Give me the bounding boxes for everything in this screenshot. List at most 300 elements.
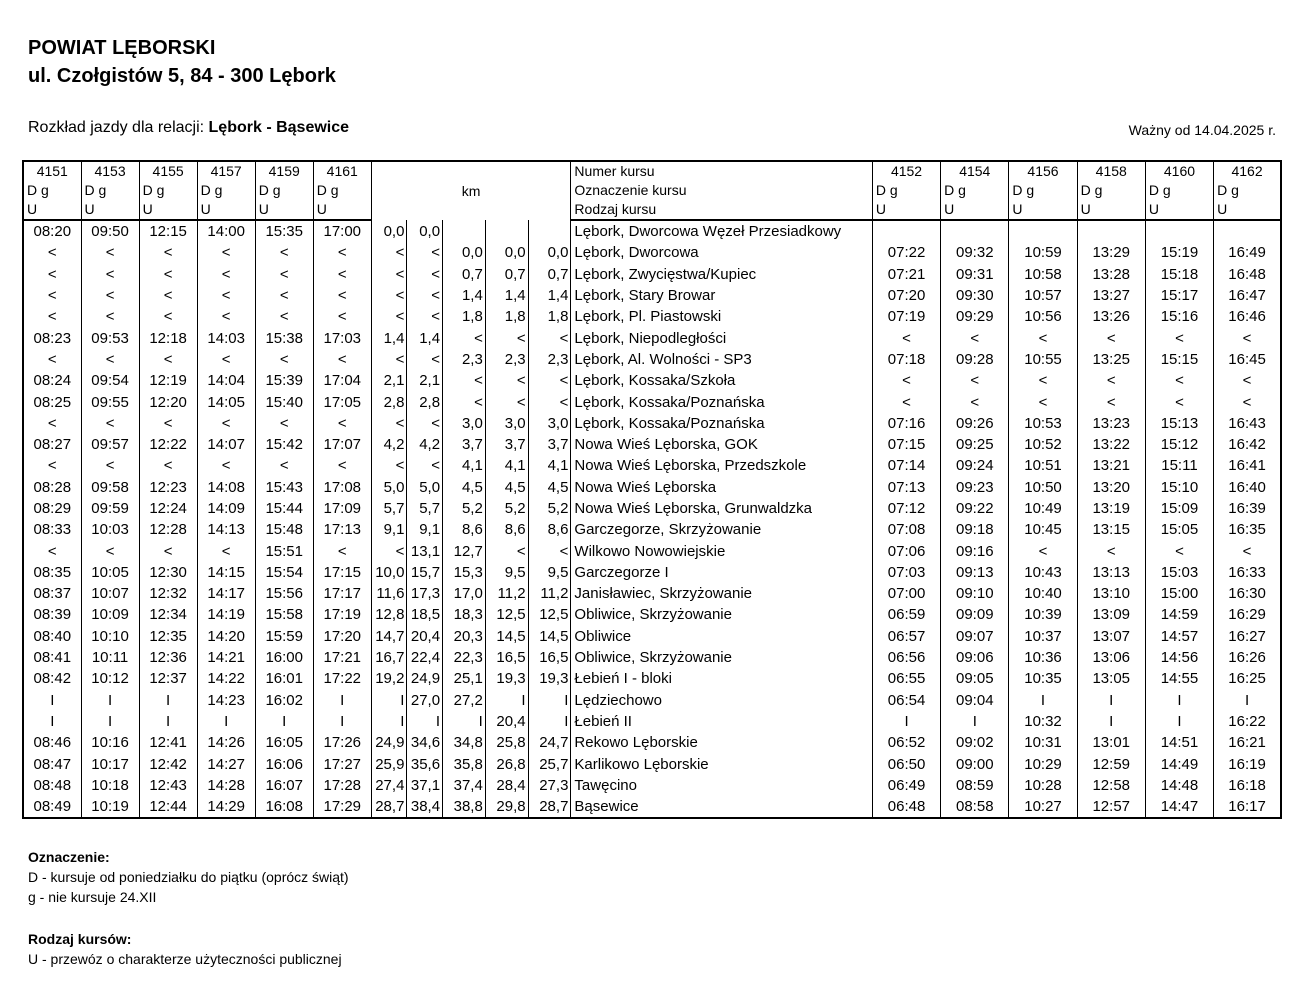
departure-time: 17:17	[313, 583, 371, 604]
departure-time: 06:49	[872, 775, 940, 796]
km-value: 5,2	[528, 498, 571, 519]
departure-time: 15:39	[255, 370, 313, 391]
km-value: 17,3	[407, 583, 443, 604]
km-value: 28,7	[371, 796, 407, 818]
departure-time: 09:30	[941, 285, 1009, 306]
departure-time: 10:28	[1009, 775, 1077, 796]
departure-time: 16:33	[1228, 563, 1266, 581]
km-value: 4,5	[485, 477, 528, 498]
legend-type-item: U - przewóz o charakterze użyteczności publicznej	[28, 951, 342, 967]
departure-time: <	[23, 242, 81, 263]
table-row	[23, 413, 1281, 434]
km-value: 16,7	[371, 647, 407, 668]
departure-time: 15:48	[255, 519, 313, 540]
departure-time: <	[197, 413, 255, 434]
km-value: 0,0	[371, 220, 407, 242]
km-value: 5,7	[407, 498, 443, 519]
departure-time: 12:15	[139, 220, 197, 242]
km-value: 0,0	[528, 242, 571, 263]
departure-time: 17:26	[313, 732, 371, 753]
departure-time: 16:29	[1228, 606, 1266, 624]
table-row	[23, 391, 1281, 412]
departure-time: 15:59	[255, 626, 313, 647]
table-row	[23, 626, 1281, 647]
departure-time: 15:19	[1145, 242, 1213, 263]
course-number: 4153	[81, 161, 139, 181]
legend-marking-item: g - nie kursuje 24.XII	[28, 889, 157, 905]
course-type: U	[313, 200, 371, 220]
timetable	[22, 160, 1282, 819]
departure-time: 14:29	[197, 796, 255, 818]
departure-time: 10:35	[1009, 668, 1077, 689]
stop-name: Nowa Wieś Lęborska	[571, 477, 873, 498]
departure-time: 10:52	[1009, 434, 1077, 455]
table-row	[23, 775, 1281, 796]
relation-name: Lębork - Bąsewice	[208, 119, 350, 136]
km-value: 1,4	[528, 285, 571, 306]
km-value: 25,8	[485, 732, 528, 753]
departure-time: 15:10	[1145, 477, 1213, 498]
km-value: 38,8	[443, 796, 486, 818]
departure-time: 15:17	[1145, 285, 1213, 306]
departure-time: 07:19	[872, 306, 940, 327]
departure-time: <	[313, 540, 371, 561]
departure-time: 14:00	[197, 220, 255, 242]
km-value: <	[371, 540, 407, 561]
departure-time: <	[872, 370, 940, 391]
departure-time: 07:08	[872, 519, 940, 540]
km-value: 8,6	[528, 519, 571, 540]
departure-time: 15:43	[255, 477, 313, 498]
course-marking: D g	[1077, 181, 1145, 200]
departure-time: <	[1145, 540, 1213, 561]
departure-time: 14:26	[197, 732, 255, 753]
departure-time: I	[313, 711, 371, 732]
departure-time: 13:06	[1077, 647, 1145, 668]
departure-time: I	[139, 690, 197, 711]
departure-time: 13:29	[1077, 242, 1145, 263]
course-number: 4156	[1009, 161, 1077, 181]
departure-time: <	[139, 349, 197, 370]
km-value: 24,9	[407, 668, 443, 689]
departure-time: <	[197, 264, 255, 285]
departure-time: 09:54	[81, 370, 139, 391]
course-marking: D g	[197, 181, 255, 200]
departure-time: 09:00	[941, 753, 1009, 774]
course-marking: D g	[139, 181, 197, 200]
departure-time: 17:08	[313, 477, 371, 498]
km-value	[528, 220, 571, 242]
km-value: 29,8	[485, 796, 528, 818]
km-value: 12,8	[371, 604, 407, 625]
km-value: 37,1	[407, 775, 443, 796]
km-value: 18,3	[443, 604, 486, 625]
departure-time: <	[1242, 372, 1252, 390]
course-number: 4160	[1145, 161, 1213, 181]
departure-time: 10:05	[81, 562, 139, 583]
departure-time: 06:55	[872, 668, 940, 689]
stop-name: Obliwice	[571, 626, 873, 647]
km-value: 9,5	[528, 562, 571, 583]
departure-time: <	[81, 306, 139, 327]
course-number: 4152	[872, 161, 940, 181]
table-row	[23, 753, 1281, 774]
course-number: 4154	[941, 161, 1009, 181]
stop-name: Lębork, Kossaka/Szkoła	[571, 370, 873, 391]
course-marking: D g	[81, 181, 139, 200]
km-value: 34,6	[407, 732, 443, 753]
departure-time: 15:09	[1145, 498, 1213, 519]
stop-name: Lębork, Dworcowa Węzeł Przesiadkowy	[571, 220, 873, 242]
departure-time: <	[1077, 370, 1145, 391]
departure-time: 10:39	[1009, 604, 1077, 625]
departure-time: <	[255, 242, 313, 263]
departure-time: <	[1009, 327, 1077, 348]
km-value: <	[443, 391, 486, 412]
departure-time: 12:30	[139, 562, 197, 583]
km-value: 19,3	[485, 668, 528, 689]
departure-time: 09:55	[81, 391, 139, 412]
departure-time: 14:47	[1145, 796, 1213, 818]
km-value: 5,2	[443, 498, 486, 519]
departure-time: 10:45	[1009, 519, 1077, 540]
departure-time: 09:05	[941, 668, 1009, 689]
departure-time: 10:11	[81, 647, 139, 668]
departure-time: 17:27	[313, 753, 371, 774]
departure-time: 09:22	[941, 498, 1009, 519]
km-value: 25,7	[528, 753, 571, 774]
departure-time: 16:17	[1228, 798, 1266, 816]
stop-name: Rekowo Lęborskie	[571, 732, 873, 753]
departure-time: <	[139, 242, 197, 263]
departure-time: <	[197, 349, 255, 370]
km-value: I	[371, 711, 407, 732]
departure-time: 07:20	[872, 285, 940, 306]
departure-time: <	[197, 540, 255, 561]
km-value: 18,5	[407, 604, 443, 625]
departure-time: 06:54	[872, 690, 940, 711]
departure-time: 13:27	[1077, 285, 1145, 306]
departure-time: 16:40	[1228, 478, 1266, 496]
departure-time: I	[1077, 690, 1145, 711]
departure-time: <	[313, 349, 371, 370]
table-row	[23, 604, 1281, 625]
departure-time: 08:35	[23, 562, 81, 583]
departure-time: I	[139, 711, 197, 732]
departure-time: 10:09	[81, 604, 139, 625]
departure-time: 14:51	[1145, 732, 1213, 753]
departure-time: 16:43	[1228, 414, 1266, 432]
departure-time: 14:17	[197, 583, 255, 604]
km-value: 12,7	[443, 540, 486, 561]
stop-name: Obliwice, Skrzyżowanie	[571, 604, 873, 625]
departure-time: 13:28	[1077, 264, 1145, 285]
departure-time: 09:23	[941, 477, 1009, 498]
km-value: 38,4	[407, 796, 443, 818]
departure-time: 10:56	[1009, 306, 1077, 327]
departure-time: <	[23, 285, 81, 306]
departure-time: 07:22	[872, 242, 940, 263]
km-value: 27,4	[371, 775, 407, 796]
departure-time: 08:25	[23, 391, 81, 412]
departure-time: 08:27	[23, 434, 81, 455]
departure-time: 09:16	[941, 540, 1009, 561]
departure-time: <	[23, 540, 81, 561]
departure-time: 06:59	[872, 604, 940, 625]
departure-time: I	[941, 711, 1009, 732]
departure-time: 14:04	[197, 370, 255, 391]
relation-prefix: Rozkład jazdy dla relacji:	[28, 119, 205, 136]
departure-time: 17:19	[313, 604, 371, 625]
table-row	[23, 540, 1281, 561]
departure-time: 13:26	[1077, 306, 1145, 327]
departure-time: 16:39	[1228, 500, 1266, 517]
table-row	[23, 711, 1281, 732]
table-row	[23, 327, 1281, 348]
departure-time: 16:27	[1228, 627, 1266, 645]
stop-name: Lębork, Dworcowa	[571, 242, 873, 263]
departure-time: <	[81, 285, 139, 306]
km-value: 1,4	[485, 285, 528, 306]
km-value: 16,5	[528, 647, 571, 668]
departure-time: 07:13	[872, 477, 940, 498]
departure-time: <	[313, 306, 371, 327]
km-value: <	[443, 370, 486, 391]
departure-time: 14:08	[197, 477, 255, 498]
departure-time: <	[941, 327, 1009, 348]
row-label: Rodzaj kursu	[571, 200, 873, 220]
km-value: 3,7	[528, 434, 571, 455]
departure-time: 06:57	[872, 626, 940, 647]
km-value: 16,5	[485, 647, 528, 668]
departure-time: 16:02	[255, 690, 313, 711]
departure-time: 10:43	[1009, 562, 1077, 583]
departure-time: 12:28	[139, 519, 197, 540]
departure-time: 09:29	[941, 306, 1009, 327]
departure-time: 06:52	[872, 732, 940, 753]
km-value: 14,5	[485, 626, 528, 647]
stop-name: Łebień II	[571, 711, 873, 732]
km-value: 19,3	[528, 668, 571, 689]
table-row	[23, 562, 1281, 583]
km-value: 2,8	[371, 391, 407, 412]
departure-time: 17:07	[313, 434, 371, 455]
km-value	[443, 220, 486, 242]
km-value: <	[485, 327, 528, 348]
departure-time: 08:39	[23, 604, 81, 625]
timetable-body	[23, 161, 1281, 818]
departure-time: 13:09	[1077, 604, 1145, 625]
table-row	[23, 455, 1281, 476]
course-number: 4161	[313, 161, 371, 181]
departure-time: 10:18	[81, 775, 139, 796]
km-value	[485, 220, 528, 242]
departure-time: I	[81, 711, 139, 732]
km-value: <	[528, 370, 571, 391]
departure-time: 14:27	[197, 753, 255, 774]
departure-time: 16:46	[1228, 308, 1266, 326]
departure-time: 14:48	[1145, 775, 1213, 796]
departure-time: 10:27	[1009, 796, 1077, 818]
km-value: 0,7	[528, 264, 571, 285]
table-row	[23, 370, 1281, 391]
departure-time: 09:53	[81, 327, 139, 348]
departure-time	[872, 220, 940, 242]
departure-time: <	[255, 455, 313, 476]
km-value: 1,8	[443, 306, 486, 327]
departure-time: <	[313, 264, 371, 285]
km-value: 26,8	[485, 753, 528, 774]
km-value: 15,3	[443, 562, 486, 583]
departure-time: I	[313, 690, 371, 711]
km-value: 2,1	[407, 370, 443, 391]
departure-time: <	[23, 455, 81, 476]
km-value: 11,6	[371, 583, 407, 604]
departure-time: 10:37	[1009, 626, 1077, 647]
departure-time: 14:28	[197, 775, 255, 796]
course-number: 4162	[1231, 163, 1263, 179]
departure-time: 08:24	[23, 370, 81, 391]
departure-time: <	[1145, 327, 1213, 348]
km-value: 20,4	[485, 711, 528, 732]
departure-time: 15:40	[255, 391, 313, 412]
departure-time	[1214, 220, 1281, 242]
departure-time: 17:28	[313, 775, 371, 796]
departure-time: 13:19	[1077, 498, 1145, 519]
stop-name: Wilkowo Nowowiejskie	[571, 540, 873, 561]
departure-time: 12:24	[139, 498, 197, 519]
stop-name: Nowa Wieś Lęborska, Przedszkole	[571, 455, 873, 476]
course-marking: D g	[1009, 181, 1077, 200]
km-value: 13,1	[407, 540, 443, 561]
departure-time: 09:13	[941, 562, 1009, 583]
departure-time: <	[81, 264, 139, 285]
km-value: 1,8	[528, 306, 571, 327]
departure-time: 07:14	[872, 455, 940, 476]
departure-time: 09:25	[941, 434, 1009, 455]
departure-time: 12:37	[139, 668, 197, 689]
km-value: 9,1	[371, 519, 407, 540]
km-value: <	[407, 242, 443, 263]
organization-name: POWIAT LĘBORSKI	[28, 37, 216, 59]
departure-time: 13:22	[1077, 434, 1145, 455]
departure-time: <	[197, 242, 255, 263]
course-marking: D g	[1145, 181, 1213, 200]
km-value: <	[371, 264, 407, 285]
departure-time: 14:13	[197, 519, 255, 540]
km-value: 27,0	[407, 690, 443, 711]
departure-time: <	[81, 455, 139, 476]
table-row	[23, 732, 1281, 753]
departure-time: 09:28	[941, 349, 1009, 370]
course-marking: D g	[313, 181, 371, 200]
km-value: 4,2	[371, 434, 407, 455]
km-value: 1,4	[407, 327, 443, 348]
departure-time: <	[313, 285, 371, 306]
stop-name: Janisławiec, Skrzyżowanie	[571, 583, 873, 604]
departure-time: <	[1242, 393, 1252, 411]
km-value: <	[407, 349, 443, 370]
table-row	[23, 519, 1281, 540]
course-number: 4151	[23, 161, 81, 181]
km-value: 4,5	[528, 477, 571, 498]
departure-time: <	[197, 306, 255, 327]
km-value: <	[528, 327, 571, 348]
departure-time: 16:22	[1228, 712, 1266, 730]
departure-time: <	[255, 413, 313, 434]
km-value: 24,7	[528, 732, 571, 753]
departure-time: 12:35	[139, 626, 197, 647]
km-value: 12,5	[485, 604, 528, 625]
km-value: 24,9	[371, 732, 407, 753]
stop-name: Lębork, Kossaka/Poznańska	[571, 391, 873, 412]
departure-time: 17:04	[313, 370, 371, 391]
departure-time: I	[197, 711, 255, 732]
departure-time: <	[255, 264, 313, 285]
course-type: U	[81, 200, 139, 220]
course-marking: D g	[872, 181, 940, 200]
course-type: U	[1214, 200, 1281, 220]
departure-time: <	[139, 264, 197, 285]
table-row	[23, 690, 1281, 711]
departure-time: 13:21	[1077, 455, 1145, 476]
departure-time: 08:59	[941, 775, 1009, 796]
departure-time: 10:31	[1009, 732, 1077, 753]
course-number: 4155	[139, 161, 197, 181]
km-value: 14,5	[528, 626, 571, 647]
course-number: 4159	[255, 161, 313, 181]
km-value: 8,6	[443, 519, 486, 540]
stop-name: Bąsewice	[571, 796, 873, 818]
departure-time: I	[1009, 690, 1077, 711]
departure-time: 10:12	[81, 668, 139, 689]
departure-time: 06:56	[872, 647, 940, 668]
km-value: I	[485, 690, 528, 711]
departure-time: 15:13	[1145, 413, 1213, 434]
course-type: U	[1145, 200, 1213, 220]
departure-time: 16:01	[255, 668, 313, 689]
departure-time: 08:28	[23, 477, 81, 498]
km-value: 25,1	[443, 668, 486, 689]
departure-time: 15:51	[255, 540, 313, 561]
km-value: <	[407, 264, 443, 285]
km-value: 4,1	[528, 455, 571, 476]
stop-name: Nowa Wieś Lęborska, Grunwaldzka	[571, 498, 873, 519]
departure-time: 09:57	[81, 434, 139, 455]
stop-name: Obliwice, Skrzyżowanie	[571, 647, 873, 668]
departure-time: 08:41	[23, 647, 81, 668]
departure-time: <	[255, 349, 313, 370]
table-row	[23, 477, 1281, 498]
departure-time: 14:03	[197, 327, 255, 348]
departure-time: 08:20	[23, 220, 81, 242]
stop-name: Lębork, Pl. Piastowski	[571, 306, 873, 327]
departure-time: 08:40	[23, 626, 81, 647]
departure-time: 07:03	[872, 562, 940, 583]
departure-time: <	[1145, 391, 1213, 412]
departure-time: 13:01	[1077, 732, 1145, 753]
departure-time: 14:21	[197, 647, 255, 668]
departure-time: <	[1009, 391, 1077, 412]
departure-time: 12:23	[139, 477, 197, 498]
km-value: 4,2	[407, 434, 443, 455]
departure-time	[1145, 220, 1213, 242]
km-value: 9,5	[485, 562, 528, 583]
departure-time: 17:09	[313, 498, 371, 519]
km-value: <	[371, 306, 407, 327]
departure-time	[941, 220, 1009, 242]
km-value: 27,3	[528, 775, 571, 796]
